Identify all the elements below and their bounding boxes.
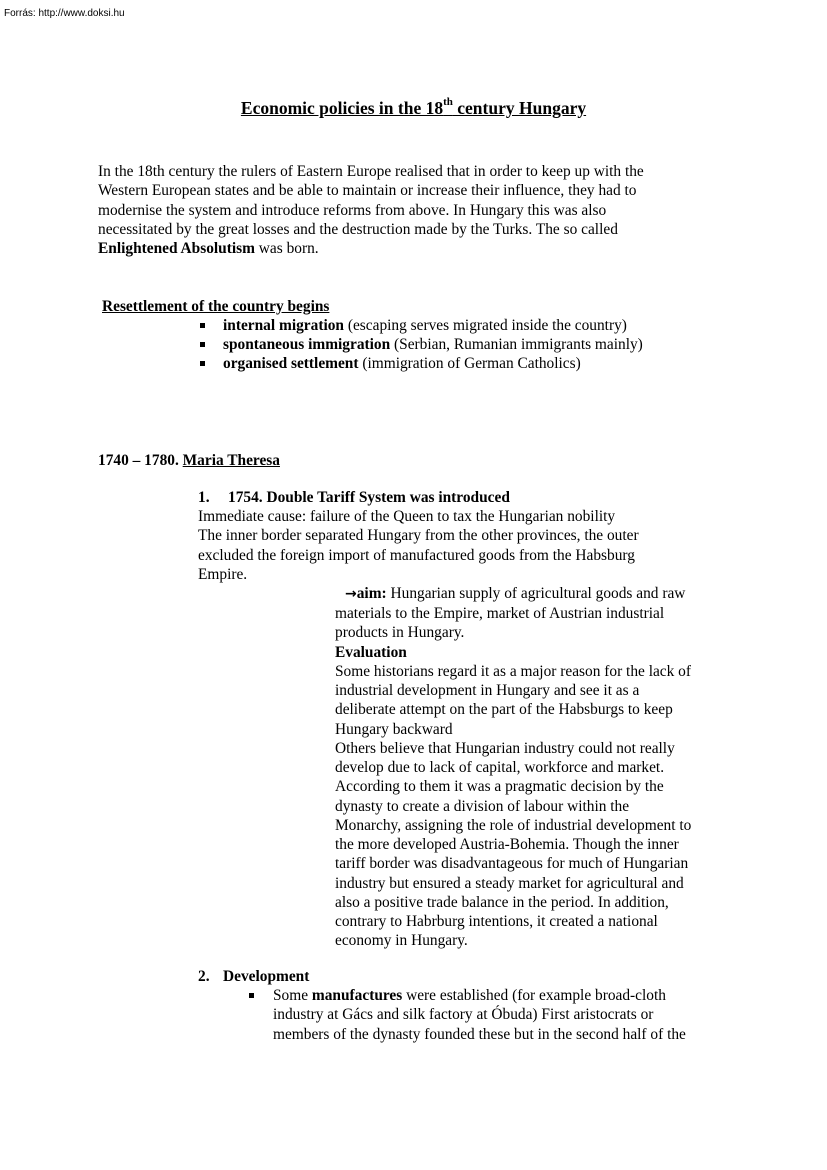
body-line: materials to the Empire, market of Austrian industrial bbox=[335, 605, 665, 623]
body-line: industry at Gács and silk factory at Óbuda) First aristocrats or bbox=[273, 1006, 654, 1024]
body-line: Monarchy, assigning the role of industrial development to bbox=[335, 816, 692, 834]
manufactures-term: manufactures bbox=[311, 987, 403, 1004]
source-label: Forrás: http://www.doksi.hu bbox=[4, 8, 125, 19]
section-number: 2. bbox=[198, 968, 210, 985]
body-line: Empire. bbox=[198, 565, 248, 583]
resettlement-list bbox=[198, 316, 718, 374]
enlightened-absolutism-term: Enlightened Absolutism bbox=[98, 240, 255, 258]
section-title: 1754. Double Tariff System was introduced bbox=[228, 489, 510, 506]
section-2-heading bbox=[198, 967, 309, 986]
body-line: Hungary backward bbox=[335, 720, 453, 738]
intro-line bbox=[98, 239, 708, 258]
body-line: Others believe that Hungarian industry could not really bbox=[335, 739, 675, 757]
body-line: excluded the foreign import of manufactured goods from the Habsburg bbox=[198, 546, 635, 564]
body-line: tariff border was disadvantageous for much of Hungarian bbox=[335, 855, 689, 873]
intro-line: modernise the system and introduce reforms from above. In Hungary this was also bbox=[98, 201, 607, 219]
body-line: members of the dynasty founded these but in the second half of the bbox=[273, 1025, 686, 1043]
list-item-text: (escaping serves migrated inside the country) bbox=[343, 317, 627, 334]
body-line: Immediate cause: failure of the Queen to tax the Hungarian nobility bbox=[198, 508, 616, 525]
body-line: industrial development in Hungary and see it as a bbox=[335, 682, 640, 700]
body-line: industry but ensured a steady market for agricultural and bbox=[335, 874, 684, 892]
section-title: Development bbox=[223, 968, 310, 985]
square-bullet-icon bbox=[249, 993, 254, 998]
intro-line: necessitated by the great losses and the destruction made by the Turks. The so called bbox=[98, 220, 618, 238]
aim-text: Hungarian supply of agricultural goods and raw bbox=[386, 585, 686, 602]
body-line: The inner border separated Hungary from the other provinces, the outer bbox=[198, 527, 639, 545]
title-main: Economic policies in the 18 bbox=[240, 98, 444, 118]
body-line: economy in Hungary. bbox=[335, 932, 468, 950]
page-title bbox=[0, 96, 827, 120]
body-line: deliberate attempt on the part of the Habsburgs to keep bbox=[335, 701, 673, 719]
list-item bbox=[198, 354, 718, 373]
body-line: also a positive trade balance in the period. In addition, bbox=[335, 893, 669, 911]
body-line: According to them it was a pragmatic decision by the bbox=[335, 778, 664, 796]
body-line: the more developed Austria-Bohemia. Though the inner bbox=[335, 836, 679, 854]
ruler-name: Maria Theresa bbox=[182, 452, 280, 469]
aim-line bbox=[345, 584, 691, 604]
list-item-term: internal migration bbox=[223, 317, 344, 334]
square-bullet-icon bbox=[200, 342, 205, 347]
body-line: products in Hungary. bbox=[335, 624, 465, 642]
aim-evaluation-block bbox=[335, 584, 691, 950]
maria-theresa-heading bbox=[98, 451, 280, 470]
title-rest: century Hungary bbox=[452, 98, 587, 118]
body-line: contrary to Habrburg intentions, it created a national bbox=[335, 912, 658, 930]
list-item bbox=[198, 316, 718, 335]
title-superscript: th bbox=[443, 96, 453, 109]
section-1-heading bbox=[198, 488, 510, 507]
evaluation-heading: Evaluation bbox=[335, 643, 407, 661]
list-item-text: (Serbian, Rumanian immigrants mainly) bbox=[390, 336, 643, 354]
arrow-right-icon: → bbox=[345, 586, 357, 602]
square-bullet-icon bbox=[200, 361, 205, 366]
body-line: Some manufactures were established (for example broad-cloth bbox=[273, 987, 666, 1004]
list-item-term: organised settlement bbox=[223, 355, 359, 373]
section-2-body bbox=[273, 986, 686, 1044]
body-line: Some historians regard it as a major reason for the lack of bbox=[335, 662, 692, 680]
list-item bbox=[198, 335, 718, 354]
list-item-text: (immigration of German Catholics) bbox=[358, 355, 581, 373]
intro-paragraph bbox=[98, 162, 708, 258]
square-bullet-icon bbox=[200, 323, 205, 328]
body-line: develop due to lack of capital, workforce and market. bbox=[335, 759, 665, 777]
section-number: 1. bbox=[198, 489, 210, 506]
intro-line: In the 18th century the rulers of Eastern Europe realised that in order to keep up with the bbox=[98, 163, 644, 180]
intro-line: Western European states and be able to maintain or increase their influence, they had to bbox=[98, 182, 637, 200]
body-line: dynasty to create a division of labour within the bbox=[335, 797, 630, 815]
section-1-body bbox=[198, 507, 639, 584]
reign-years: 1740 – 1780. bbox=[98, 452, 183, 469]
resettlement-heading: Resettlement of the country begins bbox=[102, 298, 330, 315]
list-item-term: spontaneous immigration bbox=[223, 336, 391, 354]
intro-line-end: was born. bbox=[254, 240, 319, 258]
aim-label: aim: bbox=[356, 585, 387, 602]
